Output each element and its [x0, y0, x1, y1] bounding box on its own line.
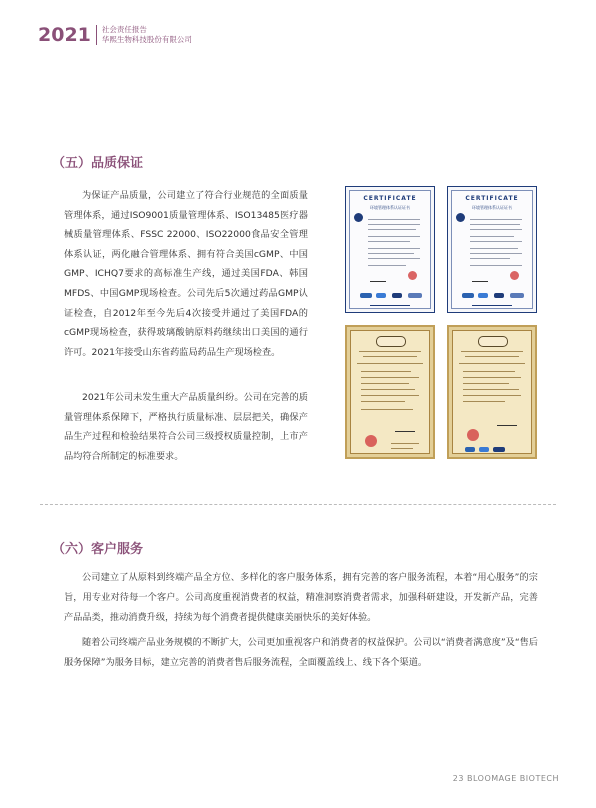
red-seal-icon [510, 271, 519, 280]
company-name: 华熙生物科技股份有限公司 [101, 35, 192, 44]
quality-paragraph-2: 2021年公司未发生重大产品质量纠纷。公司在完善的质量管理体系保障下，严格执行质量标准、层层把关，确保产品生产过程和检验结果符合公司三级授权质量控制，上市产品均符合所制定的标准要求。 [64, 392, 308, 462]
certification-logo-icon [376, 336, 406, 347]
certificate-image-1 [345, 186, 435, 313]
signature-icon [472, 277, 488, 282]
service-paragraph-1: 公司建立了从原料到终端产品全方位、多样化的客户服务体系，拥有完善的客户服务流程，本着“用心服务”的宗旨，用专业对待每一个客户。公司高度重视消费者的权益，精准洞察消费者需求，加强科研建设，开发新产品，完善产品品类，推动消费升级，持续为每个消费者提供健康美丽快乐的美好体验。 [64, 572, 538, 623]
header-titles [102, 25, 192, 45]
certification-logo-icon [354, 213, 363, 222]
accreditation-mark-icon [465, 447, 475, 452]
accreditation-mark-icon [494, 293, 504, 298]
signature-icon [395, 427, 415, 432]
header-divider [96, 25, 97, 45]
accreditation-mark-icon [510, 293, 524, 298]
red-seal-icon [408, 271, 417, 280]
accreditation-mark-icon [360, 293, 372, 298]
certificate-image-2 [447, 186, 537, 313]
accreditation-mark-icon [376, 293, 386, 298]
certificate-subtitle: 环境管理体系认证证书 [472, 205, 512, 210]
section-divider [40, 504, 556, 505]
report-year: 2021 [38, 24, 91, 46]
certification-logo-icon [478, 336, 508, 347]
signature-icon [370, 277, 386, 282]
accreditation-mark-icon [408, 293, 422, 298]
certificate-heading: CERTIFICATE [363, 195, 417, 202]
service-paragraph-2: 随着公司终端产品业务规模的不断扩大，公司更加重视客户和消费者的权益保护。公司以“消费者满意度”及“售后服务保障”为服务目标，建立完善的消费者售后服务流程，全面覆盖线上、线下各个渠道。 [64, 637, 538, 668]
certificate-image-3 [345, 325, 435, 459]
quality-paragraph-1: 为保证产品质量，公司建立了符合行业规范的全面质量管理体系，通过ISO9001质量管理体系、ISO13485医疗器械质量管理体系、FSSC 22000、ISO22000食品安全管理体系认证，两化融合管理体系、拥有符合美国cGMP、中国GMP、ICHQ7要求的高标准生产线，通过美国FDA、韩国MFDS、中国GMP现场检查。公司先后5次通过药品GMP认证检查，自2012年至今先后4次接受并通过了美国FDA的cGMP现场检查，获得玻璃酸钠原料药继续出口美国的通行许可。2021年接受山东省药监局药品生产现场检查。 [64, 190, 308, 358]
signature-icon [497, 421, 517, 426]
certificate-image-4 [447, 325, 537, 459]
report-title: 社会责任报告 [101, 25, 147, 34]
page-footer [453, 774, 559, 783]
section-title-customer-service: （六）客户服务 [52, 542, 144, 557]
certificate-subtitle: 环境管理体系认证证书 [370, 205, 410, 210]
section-title-quality: （五）品质保证 [52, 156, 144, 171]
certification-logo-icon [456, 213, 465, 222]
report-header [38, 24, 192, 46]
certificate-heading: CERTIFICATE [465, 195, 519, 202]
red-seal-icon [467, 429, 479, 441]
accreditation-mark-icon [478, 293, 488, 298]
page-number: 23 [452, 774, 464, 783]
accreditation-mark-icon [479, 447, 489, 452]
footer-brand: BLOOMAGE BIOTECH [467, 774, 559, 783]
accreditation-mark-icon [462, 293, 474, 298]
accreditation-mark-icon [392, 293, 402, 298]
accreditation-mark-icon [493, 447, 505, 452]
red-seal-icon [365, 435, 377, 447]
